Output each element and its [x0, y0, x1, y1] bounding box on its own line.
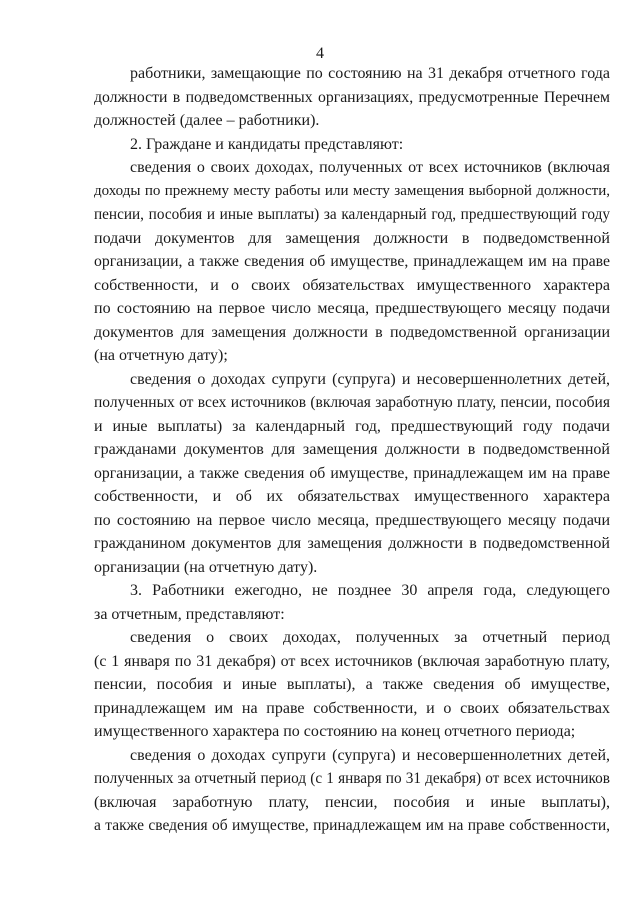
text-line: сведения о доходах супруги (супруга) и несовершеннолетних детей,: [130, 746, 610, 764]
text-line: организации (на отчетную дату).: [94, 558, 318, 576]
text-line: сведения о своих доходах, полученных за отчетный период: [130, 629, 610, 646]
text-line: 3. Работники ежегодно, не позднее 30 апреля года, следующего: [130, 582, 610, 599]
text-line: принадлежащем им на праве собственности, и о своих обязательствах: [94, 699, 610, 717]
text-line: 2. Граждане и кандидаты представляют:: [130, 135, 404, 153]
text-line: полученных за отчетный период (с 1 января по 31 декабря) от всех источников: [94, 770, 610, 787]
text-line: подачи документов для замещения должности в подведомственной: [94, 229, 610, 247]
text-line: организации, а также сведения об имуществе, принадлежащем им на праве: [94, 253, 610, 270]
body-text: [94, 62, 610, 838]
text-line: должностей (далее – работники).: [94, 112, 320, 129]
text-line: и иные выплаты) за календарный год, предшествующий году подачи: [94, 417, 610, 435]
text-line: сведения о своих доходах, полученных от всех источников (включая: [130, 159, 610, 176]
text-line: сведения о доходах супруги (супруга) и несовершеннолетних детей,: [130, 370, 610, 388]
text-line: пенсии, пособия и иные выплаты) за календарный год, предшествующий году: [94, 206, 610, 223]
text-line: по состоянию на первое число месяца, предшествующего месяцу подачи: [94, 511, 610, 529]
text-line: полученных от всех источников (включая заработную плату, пенсии, пособия: [94, 394, 610, 411]
text-line: (включая заработную плату, пенсии, пособия и иные выплаты),: [94, 793, 610, 811]
text-line: по состоянию на первое число месяца, предшествующего месяцу подачи: [94, 300, 610, 317]
text-line: а также сведения об имуществе, принадлежащем им на праве собственности,: [94, 817, 610, 834]
text-line: должности в подведомственных организациях, предусмотренные Перечнем: [94, 88, 610, 106]
text-line: собственности, и о своих обязательствах имущественного характера: [94, 276, 610, 294]
text-line: гражданином документов для замещения должности в подведомственной: [94, 535, 610, 552]
text-line: (с 1 января по 31 декабря) от всех источников (включая заработную плату,: [94, 652, 610, 670]
text-line: доходы по прежнему месту работы или месту замещения выборной должности,: [94, 182, 610, 199]
text-line: за отчетным, представляют:: [94, 605, 285, 623]
text-line: организации, а также сведения об имуществе, принадлежащем им на праве: [94, 464, 610, 482]
text-line: имущественного характера по состоянию на конец отчетного периода;: [94, 723, 576, 740]
text-line: пенсии, пособия и иные выплаты), а также сведения об имуществе,: [94, 676, 610, 693]
text-line: собственности, и об их обязательствах имущественного характера: [94, 488, 610, 505]
page-number: 4: [316, 45, 324, 62]
text-line: работники, замещающие по состоянию на 31 декабря отчетного года: [130, 65, 610, 82]
text-line: гражданами документов для замещения должности в подведомственной: [94, 441, 610, 458]
text-line: документов для замещения должности в подведомственной организации: [94, 323, 610, 341]
text-line: (на отчетную дату);: [94, 347, 228, 364]
